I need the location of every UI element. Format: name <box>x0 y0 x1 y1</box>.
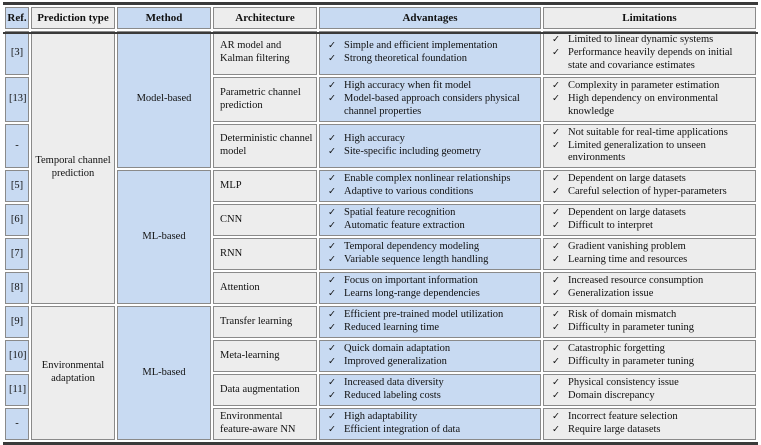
ref-cell: [11] <box>5 374 29 406</box>
list-item <box>547 34 752 47</box>
list-item-text: Efficient integration of data <box>344 424 461 436</box>
list-item <box>547 241 752 254</box>
check-icon: ✓ <box>328 344 336 355</box>
list-item <box>323 288 537 301</box>
check-icon: ✓ <box>552 94 560 105</box>
list-item-text: Strong theoretical foundation <box>344 53 468 65</box>
list-item <box>323 133 537 146</box>
list-item-text: Increased resource consumption <box>568 275 704 287</box>
architecture-cell: AR model and Kalman filtering <box>213 31 317 75</box>
architecture-cell: Transfer learning <box>213 306 317 338</box>
check-icon: ✓ <box>552 187 560 198</box>
list-item <box>547 207 752 220</box>
list-item <box>547 80 752 93</box>
advantages-cell <box>319 374 541 406</box>
list-item-text: Incorrect feature selection <box>568 411 678 423</box>
prediction-type-cell: Environmental adaptation <box>31 306 115 440</box>
limitations-cell <box>543 238 756 270</box>
check-icon: ✓ <box>328 41 336 52</box>
table-row <box>5 306 756 338</box>
architecture-cell: MLP <box>213 170 317 202</box>
list-item-text: Quick domain adaptation <box>344 343 451 355</box>
list-item-text: Learning time and resources <box>568 254 688 266</box>
list-item-text: Focus on important information <box>344 275 478 287</box>
list-item-text: Risk of domain mismatch <box>568 309 677 321</box>
list-item-text: Simple and efficient implementation <box>344 40 498 52</box>
list-item-text: High adaptability <box>344 411 418 423</box>
advantages-cell <box>319 124 541 168</box>
check-icon: ✓ <box>552 310 560 321</box>
list-item-text: Performance heavily depends on initial state and covariance estimates <box>568 46 733 71</box>
check-icon: ✓ <box>552 289 560 300</box>
comparison-table-wrap <box>3 2 758 445</box>
list-item-text: Enable complex nonlinear relationships <box>344 173 511 185</box>
list-item-text: Generalization issue <box>568 288 654 300</box>
list-item <box>323 411 537 424</box>
list-item <box>547 140 752 166</box>
list-item <box>323 186 537 199</box>
check-icon: ✓ <box>552 425 560 436</box>
table-body <box>5 31 756 440</box>
check-icon: ✓ <box>328 94 336 105</box>
list-item <box>323 207 537 220</box>
advantages-cell <box>319 408 541 440</box>
check-icon: ✓ <box>328 357 336 368</box>
list-item-text: Domain discrepancy <box>568 390 655 402</box>
check-icon: ✓ <box>552 412 560 423</box>
check-icon: ✓ <box>552 357 560 368</box>
check-icon: ✓ <box>328 276 336 287</box>
list-item-text: Site-specific including geometry <box>344 146 482 158</box>
list-item <box>547 288 752 301</box>
limitations-cell <box>543 204 756 236</box>
architecture-cell: RNN <box>213 238 317 270</box>
list-item-text: Improved generalization <box>344 356 447 368</box>
advantages-cell <box>319 204 541 236</box>
check-icon: ✓ <box>328 255 336 266</box>
table-row <box>5 170 756 202</box>
ref-cell: [13] <box>5 77 29 121</box>
check-icon: ✓ <box>552 276 560 287</box>
advantages-cell <box>319 170 541 202</box>
check-icon: ✓ <box>328 174 336 185</box>
check-icon: ✓ <box>552 35 560 45</box>
table-row <box>5 31 756 75</box>
limitations-cell <box>543 124 756 168</box>
limitations-cell <box>543 170 756 202</box>
list-item <box>547 93 752 119</box>
check-icon: ✓ <box>328 221 336 232</box>
ref-cell: [7] <box>5 238 29 270</box>
list-item <box>323 322 537 335</box>
header-separator-rule <box>3 32 758 34</box>
advantages-cell <box>319 31 541 75</box>
list-item <box>547 254 752 267</box>
list-item <box>547 322 752 335</box>
header-ref: Ref. <box>5 7 29 29</box>
limitations-cell <box>543 306 756 338</box>
architecture-cell: Deterministic channel model <box>213 124 317 168</box>
ref-cell: [5] <box>5 170 29 202</box>
list-item-text: Limited generalization to unseen environments <box>568 139 706 164</box>
header-limitations: Limitations <box>543 7 756 29</box>
ref-cell: [8] <box>5 272 29 304</box>
list-item-text: Automatic feature extraction <box>344 220 465 232</box>
list-item <box>323 377 537 390</box>
check-icon: ✓ <box>552 174 560 185</box>
check-icon: ✓ <box>328 208 336 219</box>
check-icon: ✓ <box>552 391 560 402</box>
list-item <box>547 390 752 403</box>
list-item <box>323 343 537 356</box>
list-item-text: Spatial feature recognition <box>344 207 456 219</box>
list-item-text: Complexity in parameter estimation <box>568 80 720 92</box>
check-icon: ✓ <box>328 412 336 423</box>
check-icon: ✓ <box>328 391 336 402</box>
architecture-cell: Environmental feature-aware NN <box>213 408 317 440</box>
list-item-text: Require large datasets <box>568 424 661 436</box>
architecture-cell: Data augmentation <box>213 374 317 406</box>
list-item-text: Variable sequence length handling <box>344 254 489 266</box>
list-item <box>547 173 752 186</box>
list-item-text: Reduced learning time <box>344 322 440 334</box>
list-item-text: Limited to linear dynamic systems <box>568 34 714 45</box>
check-icon: ✓ <box>552 47 560 58</box>
advantages-cell <box>319 340 541 372</box>
list-item-text: Careful selection of hyper-parameters <box>568 186 727 198</box>
list-item <box>547 127 752 140</box>
check-icon: ✓ <box>552 127 560 138</box>
check-icon: ✓ <box>328 54 336 65</box>
ref-cell: - <box>5 124 29 168</box>
check-icon: ✓ <box>328 378 336 389</box>
list-item-text: High accuracy when fit model <box>344 80 472 92</box>
list-item <box>323 424 537 437</box>
list-item-text: Adaptive to various conditions <box>344 186 474 198</box>
list-item-text: Difficult to interpret <box>568 220 653 232</box>
limitations-cell <box>543 408 756 440</box>
list-item <box>547 377 752 390</box>
check-icon: ✓ <box>552 81 560 92</box>
list-item <box>323 390 537 403</box>
list-item <box>547 424 752 437</box>
limitations-cell <box>543 374 756 406</box>
list-item <box>323 40 537 53</box>
advantages-cell <box>319 238 541 270</box>
ref-cell: [6] <box>5 204 29 236</box>
header-prediction-type: Prediction type <box>31 7 115 29</box>
list-item-text: Physical consistency issue <box>568 377 679 389</box>
check-icon: ✓ <box>552 208 560 219</box>
header-advantages: Advantages <box>319 7 541 29</box>
check-icon: ✓ <box>328 323 336 334</box>
advantages-cell <box>319 77 541 121</box>
list-item <box>323 275 537 288</box>
list-item <box>323 80 537 93</box>
list-item-text: Difficulty in parameter tuning <box>568 322 695 334</box>
list-item <box>547 186 752 199</box>
check-icon: ✓ <box>328 147 336 158</box>
check-icon: ✓ <box>552 140 560 151</box>
list-item <box>323 173 537 186</box>
ref-cell: [10] <box>5 340 29 372</box>
list-item <box>323 53 537 66</box>
advantages-cell <box>319 306 541 338</box>
limitations-cell <box>543 272 756 304</box>
list-item-text: Increased data diversity <box>344 377 444 389</box>
list-item <box>323 93 537 119</box>
check-icon: ✓ <box>328 242 336 253</box>
architecture-cell: Attention <box>213 272 317 304</box>
list-item-text: High accuracy <box>344 133 405 145</box>
check-icon: ✓ <box>328 187 336 198</box>
list-item-text: Temporal dependency modeling <box>344 241 480 253</box>
architecture-cell: CNN <box>213 204 317 236</box>
list-item <box>547 343 752 356</box>
check-icon: ✓ <box>552 242 560 253</box>
check-icon: ✓ <box>552 255 560 266</box>
list-item <box>323 309 537 322</box>
check-icon: ✓ <box>552 344 560 355</box>
list-item-text: Dependent on large datasets <box>568 173 686 185</box>
list-item <box>323 220 537 233</box>
list-item <box>547 356 752 369</box>
architecture-cell: Meta-learning <box>213 340 317 372</box>
list-item <box>547 220 752 233</box>
ref-cell: [3] <box>5 31 29 75</box>
list-item-text: Catastrophic forgetting <box>568 343 665 355</box>
check-icon: ✓ <box>328 134 336 145</box>
list-item-text: Not suitable for real-time applications <box>568 126 728 138</box>
list-item-text: Reduced labeling costs <box>344 390 441 402</box>
check-icon: ✓ <box>328 310 336 321</box>
advantages-cell <box>319 272 541 304</box>
method-cell: ML-based <box>117 170 211 304</box>
check-icon: ✓ <box>328 81 336 92</box>
table-header-row <box>5 7 756 29</box>
list-item <box>547 309 752 322</box>
method-cell: ML-based <box>117 306 211 440</box>
list-item <box>323 356 537 369</box>
check-icon: ✓ <box>328 289 336 300</box>
list-item-text: Model-based approach considers physical channel properties <box>344 93 520 118</box>
paper-table-page <box>0 2 761 445</box>
list-item <box>547 47 752 73</box>
list-item-text: High dependency on environmental knowledge <box>568 93 719 118</box>
header-method: Method <box>117 7 211 29</box>
list-item-text: Gradient vanishing problem <box>568 241 686 253</box>
list-item-text: Learns long-range dependencies <box>344 288 480 300</box>
list-item-text: Efficient pre-trained model utilization <box>344 309 504 321</box>
list-item <box>323 241 537 254</box>
check-icon: ✓ <box>328 425 336 436</box>
list-item <box>547 411 752 424</box>
ref-cell: [9] <box>5 306 29 338</box>
list-item <box>323 254 537 267</box>
prediction-type-cell: Temporal channel prediction <box>31 31 115 304</box>
header-architecture: Architecture <box>213 7 317 29</box>
limitations-cell <box>543 31 756 75</box>
comparison-table <box>3 5 758 442</box>
method-cell: Model-based <box>117 31 211 168</box>
check-icon: ✓ <box>552 323 560 334</box>
check-icon: ✓ <box>552 378 560 389</box>
check-icon: ✓ <box>552 221 560 232</box>
ref-cell: - <box>5 408 29 440</box>
list-item <box>323 146 537 159</box>
limitations-cell <box>543 77 756 121</box>
architecture-cell: Parametric channel prediction <box>213 77 317 121</box>
list-item-text: Difficulty in parameter tuning <box>568 356 695 368</box>
list-item-text: Dependent on large datasets <box>568 207 686 219</box>
list-item <box>547 275 752 288</box>
limitations-cell <box>543 340 756 372</box>
